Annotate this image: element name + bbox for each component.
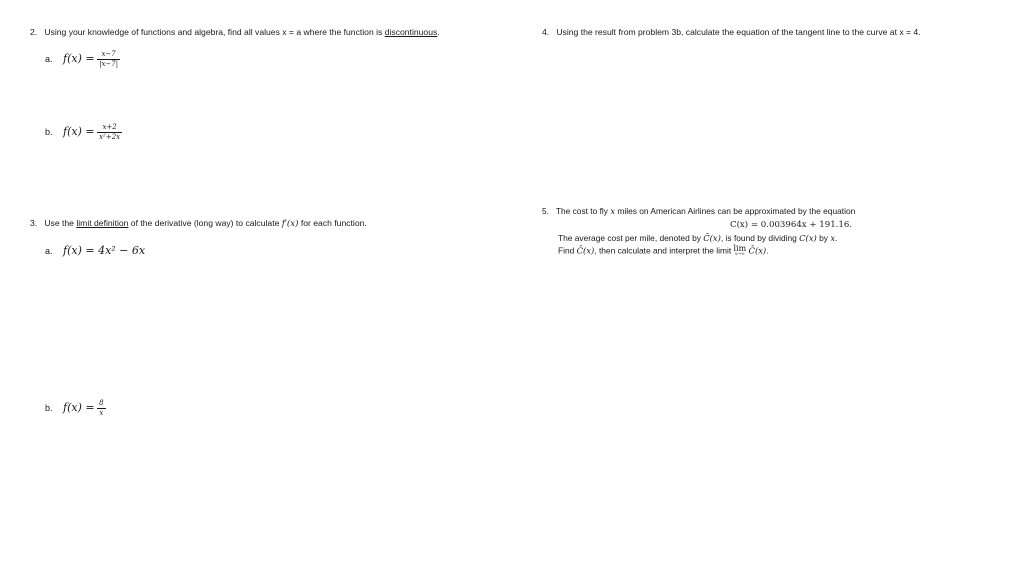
variable-x: x: [830, 233, 836, 243]
limit-notation: [734, 245, 747, 258]
line-text-middle: , is found by dividing: [720, 233, 800, 243]
line-text-middle: , then calculate and interpret the limit: [594, 245, 734, 256]
underlined-term: limit definition: [76, 218, 129, 228]
question-5-line-3: [558, 233, 837, 243]
question-text: Using the result from problem 3b, calculate the equation of the tangent line to the curve at x = 4.: [556, 27, 921, 37]
average-cost-notation: C̄(x): [576, 245, 595, 256]
cost-function-notation: C(x): [799, 233, 817, 243]
question-text-end: .: [437, 27, 440, 37]
line-text-by: by: [816, 233, 831, 243]
question-number: 2.: [30, 27, 38, 37]
part-label: b.: [45, 126, 53, 137]
limit-subscript: x→∞: [734, 252, 745, 257]
fraction: [97, 124, 122, 141]
average-cost-notation: C̄(x): [703, 233, 721, 243]
line-text-end: miles on American Airlines can be approximated by the equation: [615, 206, 856, 216]
question-5-line-1: [542, 206, 855, 216]
question-number: 3.: [30, 218, 38, 228]
limit-word: lim: [733, 244, 747, 253]
question-2b: [45, 124, 122, 141]
part-label: a.: [45, 246, 53, 256]
question-2a: [45, 51, 120, 68]
line-text-end: .: [835, 233, 838, 243]
denominator: x: [99, 409, 104, 417]
numerator: 8: [99, 399, 104, 407]
part-label: a.: [45, 53, 53, 64]
numerator: x−7: [101, 50, 116, 58]
line-text: The cost to fly: [555, 206, 611, 216]
question-text-middle: of the derivative (long way) to calculate: [128, 218, 282, 228]
line-text-end: .: [766, 245, 769, 256]
function-expression: f(x) = 4x² − 6x: [63, 244, 146, 257]
question-number: 4.: [542, 27, 550, 37]
question-4-prompt: [542, 27, 921, 37]
fraction: [97, 400, 105, 417]
part-label: b.: [45, 402, 53, 413]
question-2-prompt: [30, 27, 440, 37]
function-lhs: f(x) =: [63, 124, 95, 138]
line-text: The average cost per mile, denoted by: [558, 233, 704, 243]
variable-x: x: [610, 206, 616, 216]
denominator: |x−7|: [99, 60, 119, 68]
cost-equation: C(x) = 0.003964x + 191.16.: [730, 220, 853, 230]
question-text-end: for each function.: [298, 218, 367, 228]
question-text: Use the: [44, 218, 77, 228]
question-number: 5.: [542, 206, 549, 216]
derivative-notation: f′(x): [281, 219, 299, 229]
function-lhs: f(x) =: [63, 400, 95, 414]
fraction: [97, 51, 120, 68]
numerator: x+2: [102, 123, 117, 131]
question-3-prompt: [30, 218, 367, 229]
question-5-line-4: [558, 245, 769, 258]
denominator: x²+2x: [99, 133, 121, 141]
limit-function: C̄(x): [748, 245, 767, 256]
question-3b: [45, 400, 106, 417]
function-lhs: f(x) =: [63, 51, 95, 65]
line-text: Find: [558, 245, 577, 256]
underlined-term: discontinuous: [384, 27, 438, 37]
question-3a: [45, 244, 145, 257]
question-text: Using your knowledge of functions and algebra, find all values x = a where the function is: [44, 27, 385, 37]
